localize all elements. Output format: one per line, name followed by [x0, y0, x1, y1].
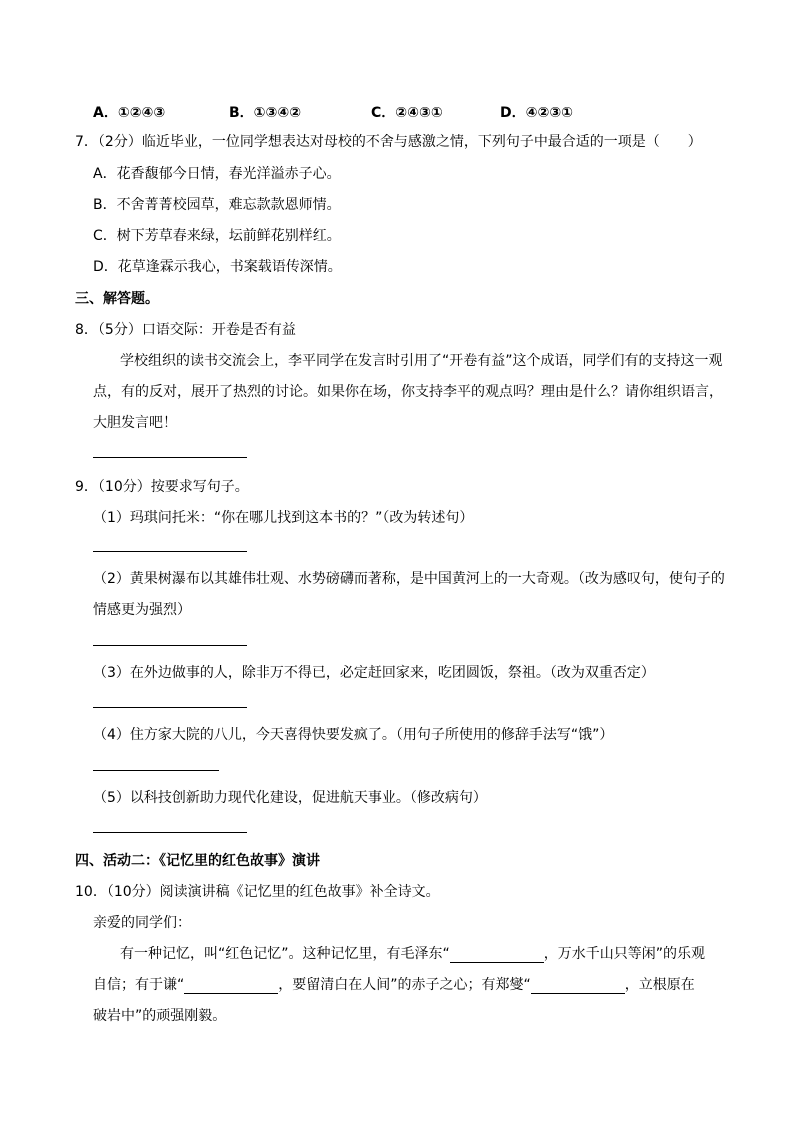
q10-text-segment: 有一种记忆，叫“红色记忆”。这种记忆里，有毛泽东“ [120, 946, 450, 962]
q9-item-3: （3）在外边做事的人，除非万不得已，必定赶回家来，吃团圆饭，祭祖。（改为双重否定） [93, 665, 655, 681]
q8-paragraph-line-1: 学校组织的读书交流会上，李平同学在发言时引用了“开卷有益”这个成语，同学们有的支持这一观 [120, 353, 723, 369]
q7-option-b: B．不舍菁菁校园草，难忘款款恩师情。 [93, 197, 341, 213]
q7-option-d: D．花草逢霖示我心，书案载语传深情。 [93, 259, 342, 275]
q9-item-5: （5）以科技创新助力现代化建设，促进航天事业。（修改病句） [93, 790, 487, 806]
q10-text-segment: 自信；有于谦“ [93, 977, 185, 993]
q7-option-c: C．树下芳草春来绿，坛前鲜花别样红。 [93, 228, 341, 244]
section-heading-4: 四、活动二：《记忆里的红色故事》演讲 [75, 853, 320, 869]
q8-stem: 8．（5分）口语交际：开卷是否有益 [75, 322, 296, 338]
q8-paragraph-line-3: 大胆发言吧！ [93, 415, 177, 431]
q9-item-4-answer-line[interactable] [93, 770, 219, 771]
q6-option-b: B．①③④② [229, 105, 302, 121]
q10-salutation: 亲爱的同学们： [93, 915, 191, 931]
q10-blank-3[interactable] [531, 977, 625, 994]
q10-text-line-1 [120, 945, 705, 963]
q6-option-c: C．②④③① [371, 105, 443, 121]
q10-stem: 10．（10分）阅读演讲稿《记忆里的红色故事》补全诗文。 [75, 884, 440, 900]
q8-paragraph-line-2: 点，有的反对，展开了热烈的讨论。如果你在场，你支持李平的观点吗？理由是什么？请你组织语言， [93, 384, 723, 400]
q9-item-4: （4）住方家大院的八儿，今天喜得快要发疯了。（用句子所使用的修辞手法写“饿”） [93, 727, 614, 743]
q6-option-d: D．④②③① [500, 105, 574, 121]
q10-text-segment: ，要留清白在人间”的赤子之心；有郑燮“ [278, 977, 531, 993]
q9-item-1: （1）玛琪问托米：“你在哪儿找到这本书的？”（改为转述句） [93, 510, 474, 526]
section-heading-3: 三、解答题。 [75, 291, 159, 307]
q7-option-a: A．花香馥郁今日情，春光洋溢赤子心。 [93, 166, 341, 182]
q10-blank-2[interactable] [184, 977, 278, 994]
q9-stem: 9．（10分）按要求写句子。 [75, 479, 249, 495]
q10-text-line-2 [93, 976, 695, 994]
q9-item-5-answer-line[interactable] [93, 832, 247, 833]
q9-item-3-answer-line[interactable] [93, 707, 247, 708]
q10-blank-1[interactable] [450, 946, 544, 963]
q9-item-2-continuation: 情感更为强烈） [93, 602, 191, 618]
q10-text-segment: ，万水千山只等闲”的乐观 [543, 946, 706, 962]
q6-option-a: A．①②④③ [93, 105, 166, 121]
q10-text-line-3: 破岩中”的顽强刚毅。 [93, 1008, 227, 1024]
q9-item-2-answer-line[interactable] [93, 645, 247, 646]
q9-item-1-answer-line[interactable] [93, 551, 247, 552]
q7-stem: 7．（2分）临近毕业，一位同学想表达对母校的不舍与感激之情，下列句子中最合适的一项是（ ） [75, 134, 702, 150]
q8-answer-line[interactable] [93, 457, 247, 458]
q9-item-2: （2）黄果树瀑布以其雄伟壮观、水势磅礴而著称，是中国黄河上的一大奇观。（改为感叹句，使句子的 [93, 571, 725, 587]
q10-text-segment: ，立根原在 [624, 977, 695, 993]
